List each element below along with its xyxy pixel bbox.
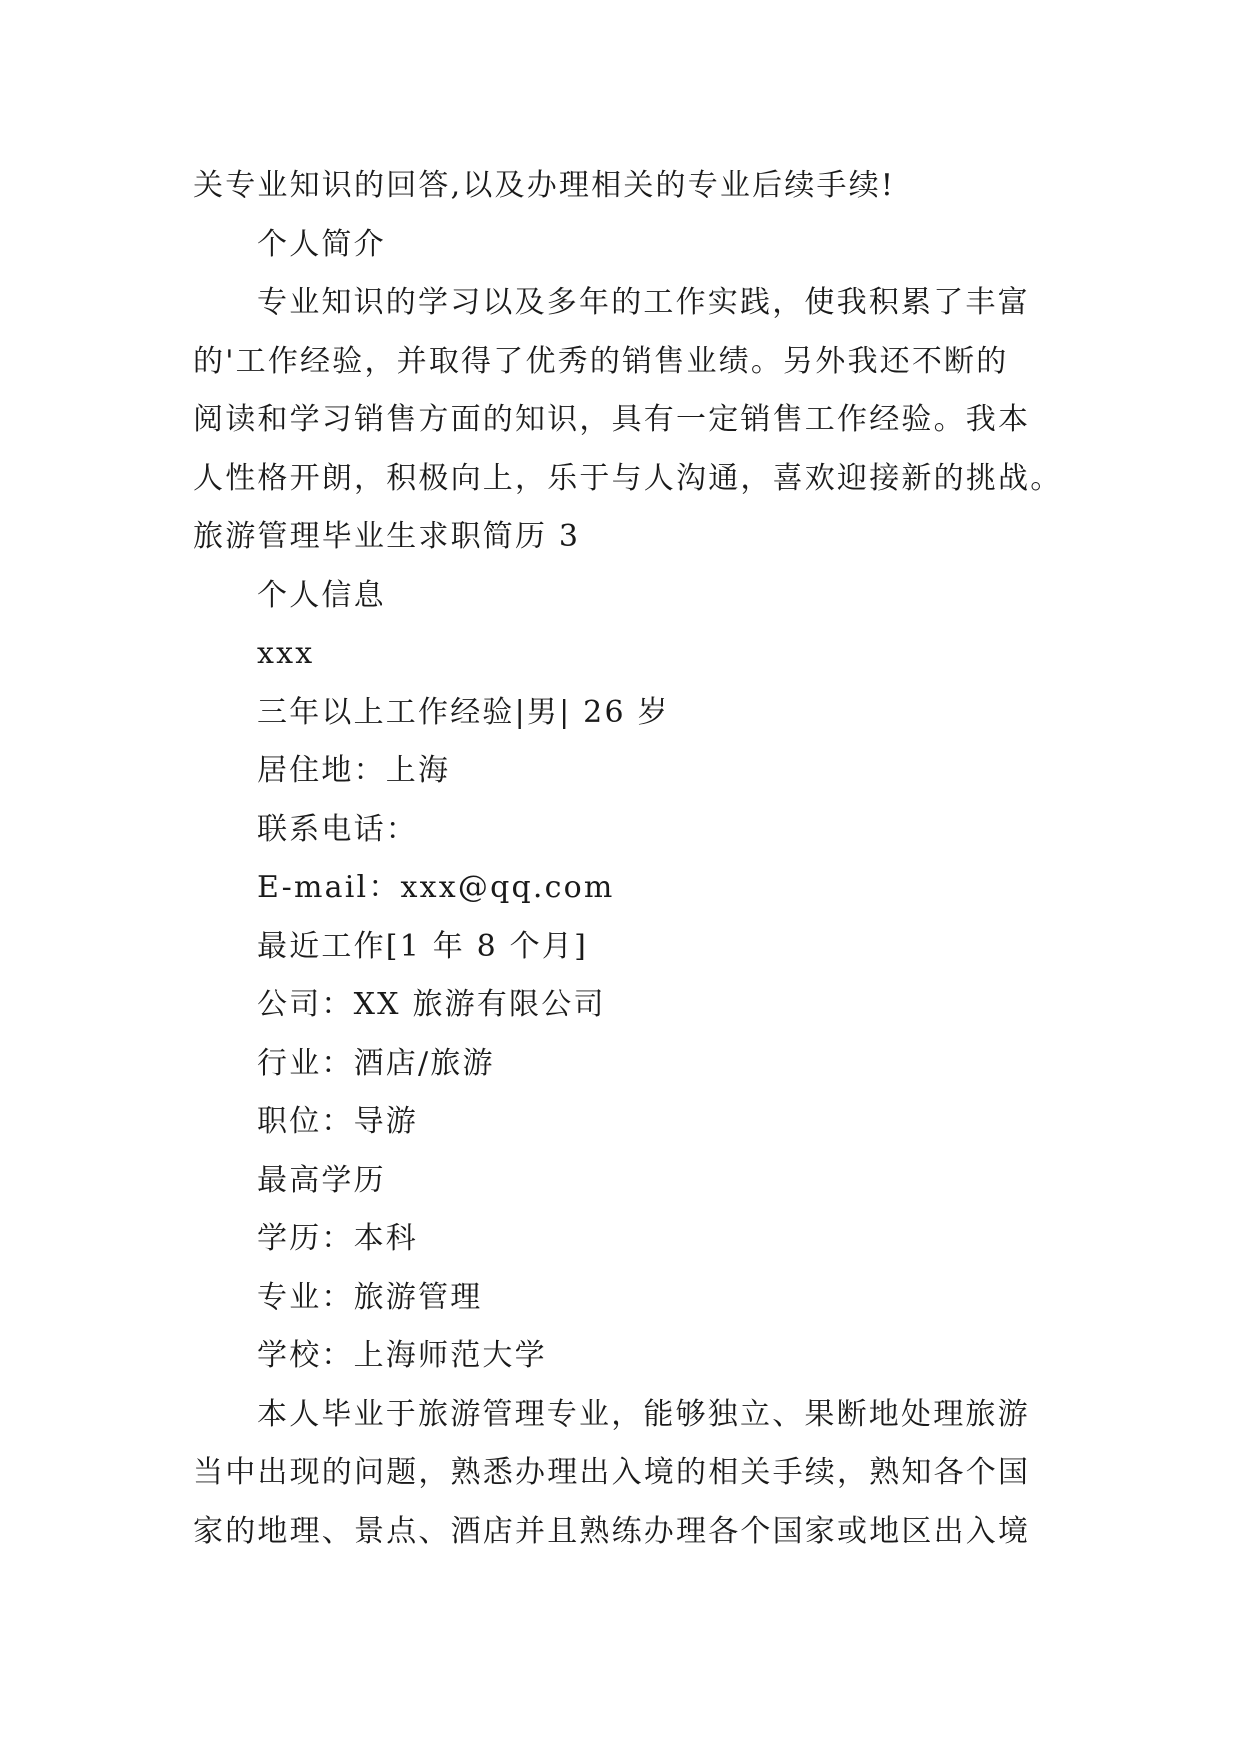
section-heading-personal-profile: 个人简介 bbox=[257, 226, 386, 262]
degree-field: 学历：本科 bbox=[257, 1221, 418, 1256]
resume-title: 旅游管理毕业生求职简历 3 bbox=[193, 519, 581, 554]
text-line: 的'工作经验，并取得了优秀的销售业绩。另外我还不断的 bbox=[193, 343, 1009, 379]
email-field: E-mail：xxx@qq.com bbox=[257, 870, 615, 905]
industry-field: 行业：酒店/旅游 bbox=[257, 1045, 495, 1081]
major-field: 专业：旅游管理 bbox=[257, 1279, 483, 1315]
education-heading: 最高学历 bbox=[257, 1162, 386, 1198]
company-field: 公司：XX 旅游有限公司 bbox=[257, 987, 606, 1022]
text-line: 专业知识的学习以及多年的工作实践，使我积累了丰富 bbox=[257, 285, 1030, 320]
text-line: 关专业知识的回答,以及办理相关的专业后续手续! bbox=[193, 168, 896, 203]
phone-field: 联系电话： bbox=[257, 811, 418, 847]
experience-gender-age: 三年以上工作经验|男| 26 岁 bbox=[257, 694, 670, 730]
document-page bbox=[193, 157, 1063, 1561]
text-line: 当中出现的问题，熟悉办理出入境的相关手续，熟知各个国 bbox=[193, 1455, 1031, 1490]
name-field: xxx bbox=[257, 636, 315, 671]
text-line: 家的地理、景点、酒店并且熟练办理各个国家或地区出入境 bbox=[193, 1513, 1031, 1549]
recent-work-heading: 最近工作[1 年 8 个月] bbox=[257, 928, 588, 964]
position-field: 职位：导游 bbox=[257, 1104, 418, 1139]
text-line: 阅读和学习销售方面的知识，具有一定销售工作经验。我本 bbox=[193, 402, 1031, 437]
school-field: 学校：上海师范大学 bbox=[257, 1338, 547, 1373]
text-line: 本人毕业于旅游管理专业，能够独立、果断地处理旅游 bbox=[257, 1396, 1030, 1432]
section-heading-personal-info: 个人信息 bbox=[257, 577, 386, 613]
residence-field: 居住地：上海 bbox=[257, 753, 451, 788]
text-line: 人性格开朗，积极向上，乐于与人沟通，喜欢迎接新的挑战。 bbox=[193, 460, 1063, 496]
